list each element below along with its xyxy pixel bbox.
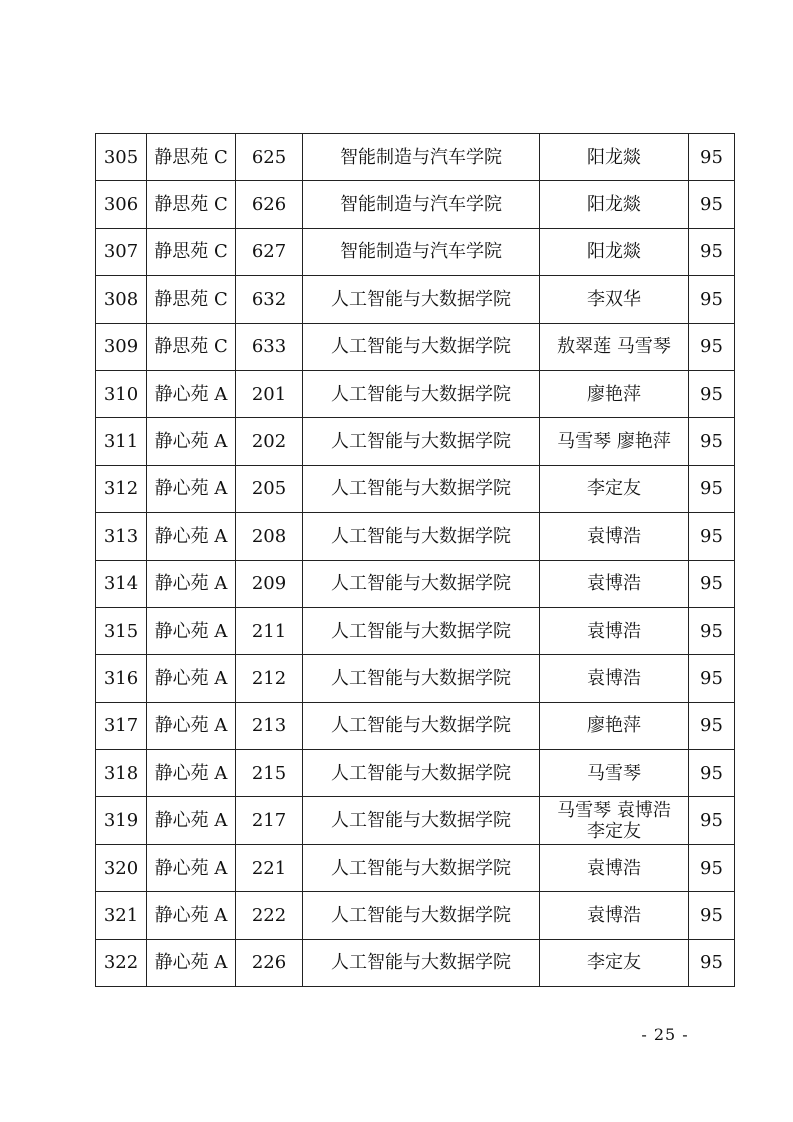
- teacher-names: 袁博浩: [587, 525, 641, 547]
- score-cell: 95: [689, 370, 735, 417]
- table-row: [96, 276, 735, 323]
- room-number-cell: 625: [236, 134, 303, 181]
- college-cell: 人工智能与大数据学院: [303, 418, 540, 465]
- building-cell: 静思苑 C: [147, 323, 236, 370]
- building-cell: 静心苑 A: [147, 418, 236, 465]
- building-cell: 静思苑 C: [147, 276, 236, 323]
- room-number-cell: 626: [236, 181, 303, 228]
- college-cell: 人工智能与大数据学院: [303, 465, 540, 512]
- teacher-names: 袁博浩: [587, 667, 641, 689]
- score-cell: 95: [689, 844, 735, 891]
- teacher-names: 马雪琴 廖艳萍: [557, 431, 671, 453]
- score-cell: 95: [689, 750, 735, 797]
- row-number-cell: 322: [96, 939, 147, 986]
- building-cell: 静心苑 A: [147, 844, 236, 891]
- score-cell: 95: [689, 797, 735, 844]
- table-row: [96, 607, 735, 654]
- teachers-cell: [540, 797, 689, 844]
- teachers-cell: [540, 844, 689, 891]
- teachers-cell: [540, 181, 689, 228]
- row-number-cell: 314: [96, 560, 147, 607]
- teacher-names: 马雪琴: [587, 762, 641, 784]
- score-cell: 95: [689, 892, 735, 939]
- teachers-cell: [540, 465, 689, 512]
- score-cell: 95: [689, 228, 735, 275]
- row-number-cell: 316: [96, 655, 147, 702]
- building-cell: 静思苑 C: [147, 134, 236, 181]
- building-cell: 静心苑 A: [147, 939, 236, 986]
- college-cell: 人工智能与大数据学院: [303, 323, 540, 370]
- room-number-cell: 202: [236, 418, 303, 465]
- teacher-names: 阳龙燚: [587, 241, 641, 263]
- building-cell: 静心苑 A: [147, 892, 236, 939]
- building-cell: 静心苑 A: [147, 370, 236, 417]
- row-number-cell: 321: [96, 892, 147, 939]
- teachers-cell: [540, 228, 689, 275]
- row-number-cell: 318: [96, 750, 147, 797]
- page-number: - 25 -: [641, 1025, 689, 1044]
- room-number-cell: 222: [236, 892, 303, 939]
- row-number-cell: 305: [96, 134, 147, 181]
- teacher-names: 袁博浩: [587, 857, 641, 879]
- building-cell: 静心苑 A: [147, 797, 236, 844]
- room-number-cell: 627: [236, 228, 303, 275]
- room-number-cell: 208: [236, 513, 303, 560]
- college-cell: 人工智能与大数据学院: [303, 560, 540, 607]
- building-cell: 静心苑 A: [147, 465, 236, 512]
- score-cell: 95: [689, 655, 735, 702]
- teachers-cell: [540, 607, 689, 654]
- room-number-cell: 211: [236, 607, 303, 654]
- table-row: [96, 750, 735, 797]
- college-cell: 人工智能与大数据学院: [303, 655, 540, 702]
- building-cell: 静心苑 A: [147, 702, 236, 749]
- college-cell: 人工智能与大数据学院: [303, 607, 540, 654]
- dormitory-score-table: [95, 133, 735, 987]
- table-row: [96, 134, 735, 181]
- college-cell: 智能制造与汽车学院: [303, 181, 540, 228]
- teacher-names: 袁博浩: [587, 904, 641, 926]
- room-number-cell: 217: [236, 797, 303, 844]
- college-cell: 智能制造与汽车学院: [303, 228, 540, 275]
- teachers-cell: [540, 655, 689, 702]
- room-number-cell: 212: [236, 655, 303, 702]
- row-number-cell: 320: [96, 844, 147, 891]
- row-number-cell: 311: [96, 418, 147, 465]
- college-cell: 人工智能与大数据学院: [303, 844, 540, 891]
- table-row: [96, 560, 735, 607]
- teacher-names: 阳龙燚: [587, 146, 641, 168]
- room-number-cell: 215: [236, 750, 303, 797]
- room-number-cell: 221: [236, 844, 303, 891]
- table-row: [96, 797, 735, 844]
- teacher-names: 阳龙燚: [587, 194, 641, 216]
- teacher-names: 廖艳萍: [587, 383, 641, 405]
- score-cell: 95: [689, 939, 735, 986]
- table-row: [96, 323, 735, 370]
- score-cell: 95: [689, 181, 735, 228]
- score-cell: 95: [689, 465, 735, 512]
- row-number-cell: 307: [96, 228, 147, 275]
- row-number-cell: 312: [96, 465, 147, 512]
- teachers-cell: [540, 418, 689, 465]
- building-cell: 静心苑 A: [147, 513, 236, 560]
- room-number-cell: 205: [236, 465, 303, 512]
- table-row: [96, 370, 735, 417]
- row-number-cell: 309: [96, 323, 147, 370]
- teacher-names: 李定友: [587, 952, 641, 974]
- table-row: [96, 655, 735, 702]
- room-number-cell: 201: [236, 370, 303, 417]
- teacher-names: 李定友: [587, 478, 641, 500]
- row-number-cell: 306: [96, 181, 147, 228]
- teachers-cell: [540, 276, 689, 323]
- teacher-names: 李双华: [587, 288, 641, 310]
- college-cell: 人工智能与大数据学院: [303, 750, 540, 797]
- teachers-cell: [540, 370, 689, 417]
- teacher-names: 袁博浩: [587, 573, 641, 595]
- teacher-names: 李定友: [587, 820, 641, 842]
- teacher-names: 袁博浩: [587, 620, 641, 642]
- teachers-cell: [540, 134, 689, 181]
- table-row: [96, 939, 735, 986]
- room-number-cell: 633: [236, 323, 303, 370]
- table-row: [96, 228, 735, 275]
- table-row: [96, 513, 735, 560]
- teachers-cell: [540, 939, 689, 986]
- score-cell: 95: [689, 276, 735, 323]
- college-cell: 人工智能与大数据学院: [303, 370, 540, 417]
- score-cell: 95: [689, 702, 735, 749]
- table-row: [96, 844, 735, 891]
- college-cell: 人工智能与大数据学院: [303, 702, 540, 749]
- room-number-cell: 209: [236, 560, 303, 607]
- score-cell: 95: [689, 323, 735, 370]
- building-cell: 静思苑 C: [147, 181, 236, 228]
- teacher-names: 马雪琴 袁博浩: [557, 799, 671, 821]
- row-number-cell: 315: [96, 607, 147, 654]
- table-row: [96, 702, 735, 749]
- score-cell: 95: [689, 418, 735, 465]
- table-row: [96, 418, 735, 465]
- table-row: [96, 465, 735, 512]
- score-cell: 95: [689, 513, 735, 560]
- teachers-cell: [540, 750, 689, 797]
- room-number-cell: 213: [236, 702, 303, 749]
- building-cell: 静心苑 A: [147, 560, 236, 607]
- teachers-cell: [540, 892, 689, 939]
- row-number-cell: 308: [96, 276, 147, 323]
- teachers-cell: [540, 513, 689, 560]
- teachers-cell: [540, 560, 689, 607]
- table-body: [96, 134, 735, 987]
- teacher-names: 廖艳萍: [587, 715, 641, 737]
- college-cell: 人工智能与大数据学院: [303, 892, 540, 939]
- table-row: [96, 181, 735, 228]
- score-cell: 95: [689, 134, 735, 181]
- building-cell: 静思苑 C: [147, 228, 236, 275]
- row-number-cell: 310: [96, 370, 147, 417]
- teachers-cell: [540, 323, 689, 370]
- table-row: [96, 892, 735, 939]
- building-cell: 静心苑 A: [147, 607, 236, 654]
- college-cell: 人工智能与大数据学院: [303, 797, 540, 844]
- teacher-names: 敖翠莲 马雪琴: [557, 336, 671, 358]
- row-number-cell: 313: [96, 513, 147, 560]
- score-cell: 95: [689, 607, 735, 654]
- college-cell: 人工智能与大数据学院: [303, 276, 540, 323]
- row-number-cell: 317: [96, 702, 147, 749]
- score-cell: 95: [689, 560, 735, 607]
- college-cell: 人工智能与大数据学院: [303, 939, 540, 986]
- room-number-cell: 632: [236, 276, 303, 323]
- teachers-cell: [540, 702, 689, 749]
- building-cell: 静心苑 A: [147, 655, 236, 702]
- college-cell: 智能制造与汽车学院: [303, 134, 540, 181]
- room-number-cell: 226: [236, 939, 303, 986]
- row-number-cell: 319: [96, 797, 147, 844]
- building-cell: 静心苑 A: [147, 750, 236, 797]
- college-cell: 人工智能与大数据学院: [303, 513, 540, 560]
